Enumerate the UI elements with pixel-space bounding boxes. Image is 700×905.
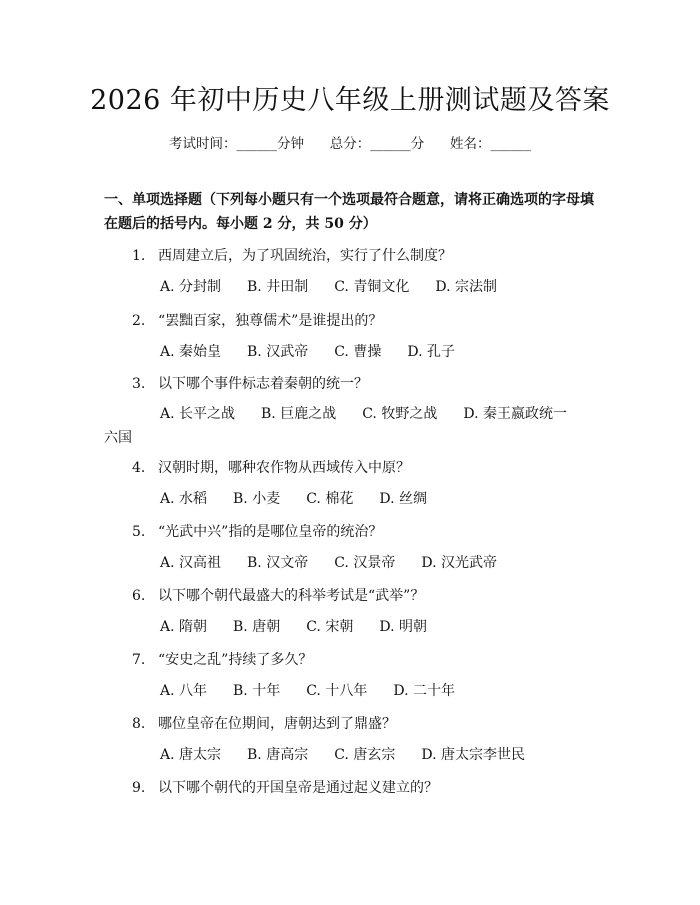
question-number: 8. xyxy=(132,716,146,732)
question-7 xyxy=(132,649,312,669)
question-text: 哪位皇帝在位期间，唐朝达到了鼎盛？ xyxy=(158,716,396,732)
option-c: C. 汉景帝 xyxy=(334,555,396,571)
question-number: 5. xyxy=(132,524,146,540)
option-a: A. 八年 xyxy=(160,683,208,699)
question-1-options xyxy=(160,276,497,296)
option-d: D. 唐太宗李世民 xyxy=(421,747,525,763)
option-d: D. 二十年 xyxy=(393,683,455,699)
question-text: “罢黜百家，独尊儒术”是谁提出的？ xyxy=(158,313,383,329)
question-4-options xyxy=(160,488,427,508)
question-number: 7. xyxy=(132,652,146,668)
option-c: C. 十八年 xyxy=(306,683,368,699)
question-text: 以下哪个朝代的开国皇帝是通过起义建立的？ xyxy=(158,780,438,796)
option-c: C. 曹操 xyxy=(334,344,382,360)
question-number: 1. xyxy=(132,248,146,264)
question-number: 6. xyxy=(132,588,146,604)
option-d: D. 孔子 xyxy=(407,344,455,360)
question-2 xyxy=(132,310,382,330)
option-c: C. 唐玄宗 xyxy=(334,747,396,763)
question-text: 汉朝时期，哪种农作物从西域传入中原？ xyxy=(158,460,410,476)
option-d-continuation: 六国 xyxy=(104,430,132,446)
option-d: D. 宗法制 xyxy=(435,279,497,295)
question-3 xyxy=(132,373,368,393)
question-7-options xyxy=(160,680,455,700)
option-d: D. 秦王嬴政统一 xyxy=(463,406,567,422)
option-d: D. 丝绸 xyxy=(379,491,427,507)
question-6-options xyxy=(160,616,427,636)
question-4 xyxy=(132,457,410,477)
question-text: “光武中兴”指的是哪位皇帝的统治？ xyxy=(158,524,383,540)
option-d: D. 汉光武帝 xyxy=(421,555,497,571)
question-number: 9. xyxy=(132,780,146,796)
page-title: 2026 年初中历史八年级上册测试题及答案 xyxy=(90,85,610,116)
option-a: A. 汉高祖 xyxy=(160,555,222,571)
question-6 xyxy=(132,585,424,605)
option-b: B. 井田制 xyxy=(247,279,309,295)
question-1 xyxy=(132,245,452,265)
question-text: “安史之乱”持续了多久？ xyxy=(158,652,313,668)
option-b: B. 唐高宗 xyxy=(247,747,309,763)
option-b: B. 十年 xyxy=(233,683,281,699)
section-heading: 一、单项选择题（下列每小题只有一个选项最符合题意，请将正确选项的字母填在题后的括号内。每小题 2 分，共 50 分） xyxy=(104,192,594,232)
question-number: 4. xyxy=(132,460,146,476)
option-a: A. 秦始皇 xyxy=(160,344,222,360)
option-a: A. 唐太宗 xyxy=(160,747,222,763)
exam-time-field: 考试时间：______分钟 xyxy=(169,136,304,152)
exam-info-line xyxy=(0,132,700,152)
option-c: C. 棉花 xyxy=(306,491,354,507)
question-number: 2. xyxy=(132,313,146,329)
option-c: C. 牧野之战 xyxy=(362,406,438,422)
question-3-options xyxy=(160,403,567,423)
option-b: B. 汉文帝 xyxy=(247,555,309,571)
option-d: D. 明朝 xyxy=(379,619,427,635)
option-a: A. 分封制 xyxy=(160,279,222,295)
question-8 xyxy=(132,713,396,733)
option-a: A. 长平之战 xyxy=(160,406,236,422)
student-name-field: 姓名：______ xyxy=(450,136,531,152)
question-9 xyxy=(132,777,438,797)
option-c: C. 青铜文化 xyxy=(334,279,410,295)
option-a: A. 水稻 xyxy=(160,491,208,507)
option-a: A. 隋朝 xyxy=(160,619,208,635)
option-b: B. 巨鹿之战 xyxy=(261,406,337,422)
total-score-field: 总分：______分 xyxy=(329,136,425,152)
question-number: 3. xyxy=(132,376,146,392)
question-text: 以下哪个事件标志着秦朝的统一？ xyxy=(158,376,368,392)
question-5 xyxy=(132,521,382,541)
question-text: 以下哪个朝代最盛大的科举考试是“武举”？ xyxy=(158,588,425,604)
question-5-options xyxy=(160,552,497,572)
question-2-options xyxy=(160,341,455,361)
option-b: B. 小麦 xyxy=(233,491,281,507)
option-c: C. 宋朝 xyxy=(306,619,354,635)
question-text: 西周建立后，为了巩固统治，实行了什么制度？ xyxy=(158,248,452,264)
option-b: B. 唐朝 xyxy=(233,619,281,635)
question-8-options xyxy=(160,744,525,764)
option-b: B. 汉武帝 xyxy=(247,344,309,360)
